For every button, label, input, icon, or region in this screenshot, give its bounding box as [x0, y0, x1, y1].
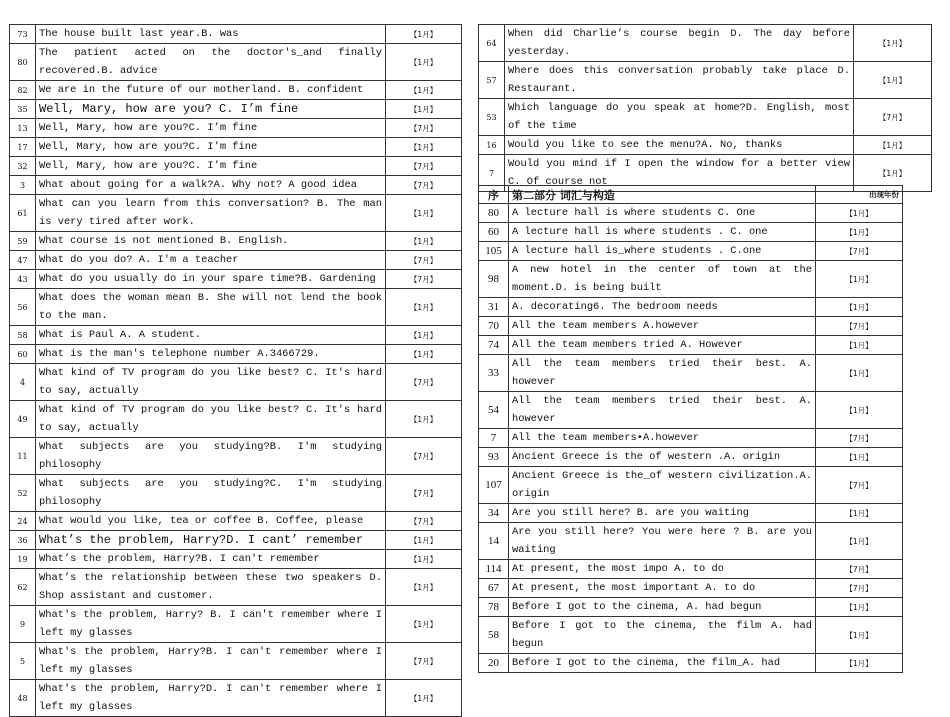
table-row	[479, 579, 903, 598]
table-row	[10, 138, 462, 157]
row-number: 70	[479, 317, 509, 336]
question-text: A lecture hall is where students C. One	[509, 204, 816, 223]
year-tag: 【1月】	[386, 680, 462, 717]
row-number: 56	[10, 289, 36, 326]
year-tag: 【1月】	[386, 195, 462, 232]
table-row	[10, 438, 462, 475]
question-text: Ancient Greece is the_of western civilization.A. origin	[509, 467, 816, 504]
question-text: What can you learn from this conversation? B. The man is very tired after work.	[36, 195, 386, 232]
table-row	[479, 223, 903, 242]
question-text: A new hotel in the center of town at the moment.D. is being built	[509, 261, 816, 298]
row-number: 53	[479, 99, 505, 136]
table-row	[479, 617, 903, 654]
question-text: Well, Mary, how are you?C. I’m fine	[36, 157, 386, 176]
year-tag: 【1月】	[386, 550, 462, 569]
question-text: What's the problem, Harry? B. I can't remember where I left my glasses	[36, 606, 386, 643]
vocabulary-section-table	[478, 185, 903, 673]
year-tag: 【7月】	[386, 270, 462, 289]
table-row	[479, 504, 903, 523]
table-row	[10, 475, 462, 512]
question-text: What’s the problem, Harry?D. I cant’ remember	[36, 531, 386, 550]
table-row	[10, 81, 462, 100]
row-number: 31	[479, 298, 509, 317]
question-text: What do you usually do in your spare time?B. Gardening	[36, 270, 386, 289]
year-tag: 【1月】	[816, 355, 903, 392]
year-tag: 【7月】	[816, 579, 903, 598]
year-tag: 【7月】	[386, 512, 462, 531]
table-row	[10, 44, 462, 81]
question-table-left	[9, 24, 462, 717]
row-number: 4	[10, 364, 36, 401]
row-number: 3	[10, 176, 36, 195]
table-row	[10, 195, 462, 232]
year-tag: 【1月】	[386, 25, 462, 44]
year-tag: 【1月】	[386, 345, 462, 364]
row-number: 59	[10, 232, 36, 251]
year-tag: 【1月】	[854, 62, 932, 99]
question-text: Well, Mary, how are you?C. I’m fine	[36, 119, 386, 138]
table-row	[10, 401, 462, 438]
question-text: A lecture hall is_where students . C.one	[509, 242, 816, 261]
row-number: 80	[10, 44, 36, 81]
row-number: 82	[10, 81, 36, 100]
row-number: 105	[479, 242, 509, 261]
row-number: 36	[10, 531, 36, 550]
table-row	[10, 569, 462, 606]
row-number: 20	[479, 654, 509, 673]
row-number: 17	[10, 138, 36, 157]
row-number: 48	[10, 680, 36, 717]
year-tag: 【7月】	[816, 467, 903, 504]
year-tag: 【1月】	[816, 617, 903, 654]
year-tag: 【1月】	[816, 448, 903, 467]
year-tag: 【1月】	[816, 654, 903, 673]
table-row	[479, 242, 903, 261]
row-number: 13	[10, 119, 36, 138]
row-number: 58	[479, 617, 509, 654]
row-number: 34	[479, 504, 509, 523]
question-text: Well, Mary, how are you? C. I’m fine	[36, 100, 386, 119]
question-text: What would you like, tea or coffee B. Coffee, please	[36, 512, 386, 531]
question-text: The patient acted on the doctor's_and finally recovered.B. advice	[36, 44, 386, 81]
question-text: Would you mind if I open the window for a better view C. Of course not	[505, 155, 854, 192]
table-row	[479, 654, 903, 673]
row-number: 43	[10, 270, 36, 289]
row-number: 14	[479, 523, 509, 560]
row-number: 35	[10, 100, 36, 119]
year-tag: 【7月】	[816, 242, 903, 261]
year-tag: 【1月】	[386, 401, 462, 438]
year-tag: 【7月】	[386, 157, 462, 176]
table-row	[479, 261, 903, 298]
row-number: 74	[479, 336, 509, 355]
question-text: What is the man's telephone number A.3466729.	[36, 345, 386, 364]
table-row	[10, 550, 462, 569]
row-number: 32	[10, 157, 36, 176]
table-row	[479, 392, 903, 429]
question-text: At present, the most important A. to do	[509, 579, 816, 598]
year-tag: 【1月】	[386, 232, 462, 251]
table-row	[479, 136, 932, 155]
question-text: What about going for a walk?A. Why not? A good idea	[36, 176, 386, 195]
row-number: 54	[479, 392, 509, 429]
section-header-row	[479, 186, 903, 204]
year-tag: 【7月】	[816, 429, 903, 448]
row-number: 98	[479, 261, 509, 298]
year-tag: 【1月】	[816, 298, 903, 317]
table-row	[479, 62, 932, 99]
row-number: 47	[10, 251, 36, 270]
row-number: 16	[479, 136, 505, 155]
year-tag: 【7月】	[386, 251, 462, 270]
question-text: What do you do? A. I'm a teacher	[36, 251, 386, 270]
question-text: What subjects are you studying?C. I'm studying philosophy	[36, 475, 386, 512]
row-number: 64	[479, 25, 505, 62]
question-text: Before I got to the cinema, the film_A. had	[509, 654, 816, 673]
table-row	[10, 512, 462, 531]
row-number: 57	[479, 62, 505, 99]
table-row	[10, 270, 462, 289]
year-tag: 【1月】	[816, 598, 903, 617]
table-row	[10, 119, 462, 138]
table-row	[10, 289, 462, 326]
row-number: 58	[10, 326, 36, 345]
table-row	[10, 531, 462, 550]
table-row	[479, 99, 932, 136]
question-text: When did Charlie’s course begin D. The day before yesterday.	[505, 25, 854, 62]
table-row	[10, 251, 462, 270]
year-tag: 【1月】	[816, 392, 903, 429]
table-row	[10, 364, 462, 401]
table-row	[10, 606, 462, 643]
year-tag: 【7月】	[386, 119, 462, 138]
year-tag: 【7月】	[386, 475, 462, 512]
table-row	[479, 429, 903, 448]
table-row	[479, 598, 903, 617]
table-row	[10, 345, 462, 364]
question-text: Well, Mary, how are you?C. I’m fine	[36, 138, 386, 157]
question-text: What does the woman mean B. She will not lend the book to the man.	[36, 289, 386, 326]
table-row	[10, 25, 462, 44]
row-number: 80	[479, 204, 509, 223]
year-tag: 【1月】	[854, 155, 932, 192]
year-tag: 【1月】	[386, 569, 462, 606]
question-text: The house built last year.B. was	[36, 25, 386, 44]
table-row	[10, 326, 462, 345]
row-number: 93	[479, 448, 509, 467]
header-year: 出现年份	[816, 186, 903, 204]
year-tag: 【1月】	[816, 223, 903, 242]
row-number: 7	[479, 429, 509, 448]
table-row	[10, 643, 462, 680]
table-row	[479, 298, 903, 317]
question-text: Where does this conversation probably take place D. Restaurant.	[505, 62, 854, 99]
right-top-table-body	[479, 25, 932, 192]
question-text: Ancient Greece is the of western .A. origin	[509, 448, 816, 467]
table-row	[479, 336, 903, 355]
question-text: All the team members tried their best. A. however	[509, 355, 816, 392]
question-text: What’s the relationship between these two speakers D. Shop assistant and customer.	[36, 569, 386, 606]
row-number: 78	[479, 598, 509, 617]
table-row	[479, 25, 932, 62]
question-text: All the team members A.however	[509, 317, 816, 336]
row-number: 24	[10, 512, 36, 531]
table-row	[10, 100, 462, 119]
question-text: What's the problem, Harry?B. I can't remember where I left my glasses	[36, 643, 386, 680]
year-tag: 【7月】	[386, 364, 462, 401]
row-number: 49	[10, 401, 36, 438]
question-text: We are in the future of our motherland. B. confident	[36, 81, 386, 100]
year-tag: 【1月】	[854, 25, 932, 62]
question-text: What's the problem, Harry?D. I can't remember where I left my glasses	[36, 680, 386, 717]
question-text: Before I got to the cinema, the film A. had begun	[509, 617, 816, 654]
year-tag: 【1月】	[386, 289, 462, 326]
question-text: What kind of TV program do you like best? C. It's hard to say, actually	[36, 401, 386, 438]
row-number: 73	[10, 25, 36, 44]
question-text: All the team members•A.however	[509, 429, 816, 448]
table-row	[479, 523, 903, 560]
table-row	[10, 176, 462, 195]
question-text: At present, the most impo A. to do	[509, 560, 816, 579]
year-tag: 【1月】	[816, 504, 903, 523]
question-text: Are you still here? B. are you waiting	[509, 504, 816, 523]
table-row	[10, 232, 462, 251]
question-text: What course is not mentioned B. English.	[36, 232, 386, 251]
year-tag: 【1月】	[386, 326, 462, 345]
row-number: 9	[10, 606, 36, 643]
question-text: Are you still here? You were here ? B. are you waiting	[509, 523, 816, 560]
question-text: What is Paul A. A student.	[36, 326, 386, 345]
year-tag: 【7月】	[386, 438, 462, 475]
question-text: All the team members tried their best. A. however	[509, 392, 816, 429]
row-number: 62	[10, 569, 36, 606]
year-tag: 【1月】	[386, 44, 462, 81]
row-number: 114	[479, 560, 509, 579]
year-tag: 【7月】	[816, 317, 903, 336]
row-number: 60	[479, 223, 509, 242]
table-row	[479, 355, 903, 392]
question-text: Would you like to see the menu?A. No, thanks	[505, 136, 854, 155]
year-tag: 【1月】	[386, 81, 462, 100]
year-tag: 【1月】	[386, 531, 462, 550]
row-number: 60	[10, 345, 36, 364]
row-number: 67	[479, 579, 509, 598]
row-number: 52	[10, 475, 36, 512]
table-row	[479, 448, 903, 467]
header-seq: 序	[479, 186, 509, 204]
question-text: What’s the problem, Harry?B. I can't remember	[36, 550, 386, 569]
question-table-right-top	[478, 24, 932, 192]
row-number: 107	[479, 467, 509, 504]
year-tag: 【1月】	[386, 138, 462, 157]
year-tag: 【7月】	[386, 643, 462, 680]
table-row	[479, 204, 903, 223]
year-tag: 【1月】	[386, 100, 462, 119]
question-text: A. decorating6. The bedroom needs	[509, 298, 816, 317]
table-row	[10, 680, 462, 717]
left-table-body	[10, 25, 462, 717]
table-row	[479, 317, 903, 336]
question-text: What subjects are you studying?B. I'm studying philosophy	[36, 438, 386, 475]
year-tag: 【1月】	[816, 261, 903, 298]
question-text: All the team members tried A. However	[509, 336, 816, 355]
question-text: A lecture hall is where students . C. one	[509, 223, 816, 242]
question-text: Which language do you speak at home?D. English, most of the time	[505, 99, 854, 136]
year-tag: 【1月】	[854, 136, 932, 155]
row-number: 33	[479, 355, 509, 392]
row-number: 7	[479, 155, 505, 192]
row-number: 19	[10, 550, 36, 569]
section-table-body	[479, 204, 903, 673]
row-number: 11	[10, 438, 36, 475]
section-title: 第二部分 词汇与构造	[509, 186, 816, 204]
year-tag: 【7月】	[816, 560, 903, 579]
year-tag: 【7月】	[386, 176, 462, 195]
year-tag: 【7月】	[854, 99, 932, 136]
year-tag: 【1月】	[816, 336, 903, 355]
question-text: What kind of TV program do you like best? C. It's hard to say, actually	[36, 364, 386, 401]
table-row	[10, 157, 462, 176]
row-number: 5	[10, 643, 36, 680]
year-tag: 【1月】	[816, 523, 903, 560]
year-tag: 【1月】	[386, 606, 462, 643]
question-text: Before I got to the cinema, A. had begun	[509, 598, 816, 617]
table-row	[479, 560, 903, 579]
row-number: 61	[10, 195, 36, 232]
year-tag: 【1月】	[816, 204, 903, 223]
table-row	[479, 467, 903, 504]
